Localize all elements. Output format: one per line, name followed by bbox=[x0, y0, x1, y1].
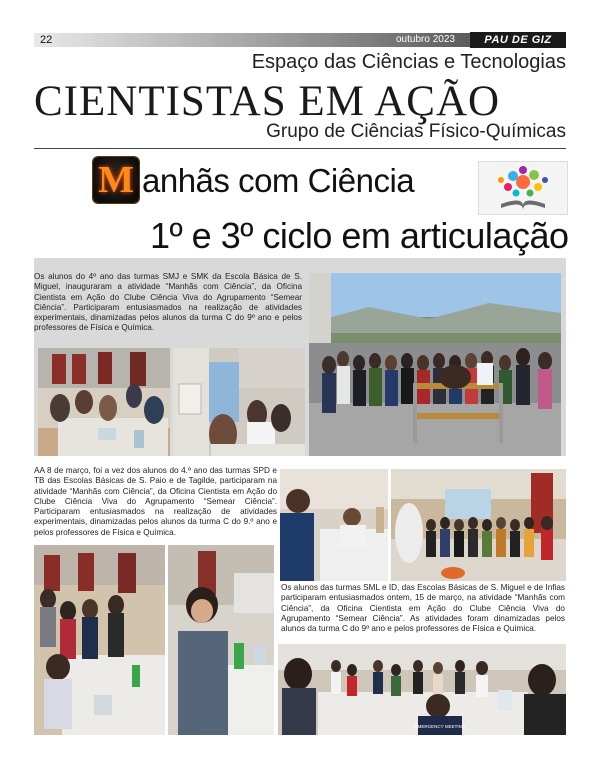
manhas-logo-icon: M bbox=[93, 157, 139, 203]
headline-line-1: anhãs com Ciência bbox=[142, 162, 415, 199]
section-title: Espaço das Ciências e Tecnologias bbox=[251, 51, 566, 73]
page-number: 22 bbox=[40, 34, 53, 46]
newspaper-brand: PAU DE GIZ bbox=[470, 32, 566, 48]
photo-girl-bottle bbox=[168, 545, 274, 735]
science-book-logo-icon bbox=[478, 161, 568, 215]
shirt-text: EMERGENCY MEETING bbox=[414, 724, 466, 729]
title-divider bbox=[34, 148, 566, 149]
photo-outdoor-group bbox=[309, 273, 561, 456]
main-title: CIENTISTAS EM AÇÃO bbox=[34, 78, 501, 125]
article-paragraph-2: AA 8 de março, foi a vez dos alunos do 4.º ano das turmas SPD e TB das Escolas Básicas de S. Paio e de Tagilde, participaram na atividade “Manhãs com Ciência”, da Oficina Cientista em Ação do Clube Ciência Viva do Agrupamento “Semear Ciência”. Participaram entusiasmados na realização de atividades experimentais, dinamizadas pelos alunos da turma C do 9.º ano e pelos professores de Física e Química. bbox=[34, 466, 277, 537]
article-paragraph-1: Os alunos do 4º ano das turmas SMJ e SMK da Escola Básica de S. Miguel, inauguraram a atividade “Manhãs com Ciência”, da Oficina Cientista em Ação do Clube Ciência Viva do Agrupamento “Semear Ciência”. Participaram entusiasmados na realização de atividades experimentais, dinamizadas pelos alunos da turma C do 9º ano e pelos professores de Física e Química. bbox=[34, 272, 302, 333]
article-paragraph-3: Os alunos das turmas SML e ID, das Escolas Básicas de S. Miguel e de Infias participaram entusiasmados ontem, 15 de março, na atividade “Manhãs com Ciência”, da Oficina Cientista em Ação do Clube Ciência Viva do Agrupamento “Semear Ciência”. As atividades foram dinamizadas pelos alunos da turma C do 9º ano e pelos professores de Física e Química. bbox=[281, 583, 565, 634]
photo-lab-group bbox=[391, 469, 566, 581]
photo-classroom-1 bbox=[38, 348, 170, 456]
headline-line-2: 1º e 3º ciclo em articulação bbox=[150, 215, 569, 256]
photo-classroom-2 bbox=[173, 348, 305, 456]
group-subtitle: Grupo de Ciências Físico-Químicas bbox=[266, 121, 566, 142]
photo-boys-experiment bbox=[280, 469, 388, 581]
photo-lab-bottom bbox=[278, 644, 566, 735]
photo-kids-bottles bbox=[34, 545, 165, 735]
issue-date: outubro 2023 bbox=[396, 34, 455, 45]
